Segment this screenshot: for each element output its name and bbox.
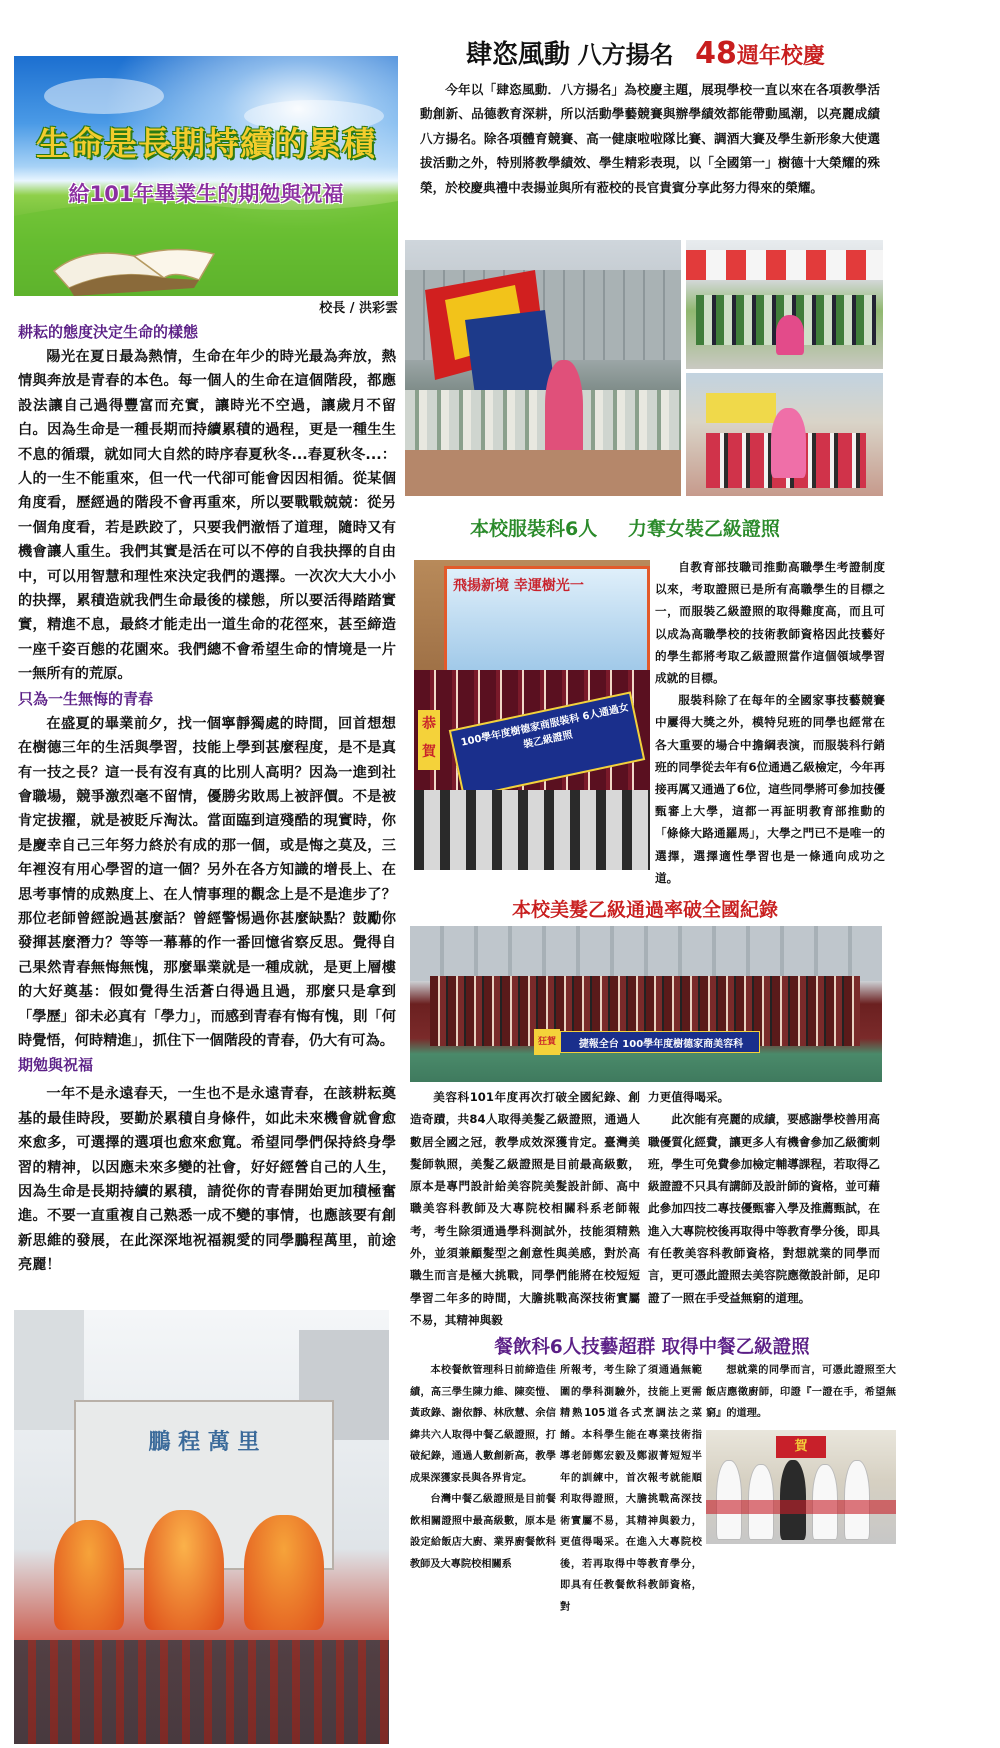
beauty-col1 (410, 1086, 640, 1331)
fashion-title-part2: 力奪女裝乙級證照 (627, 518, 780, 540)
culinary-col1 (410, 1360, 556, 1575)
culinary-col1-paragraph-2: 台灣中餐乙級證照是目前餐飲相關證照中最高級數，原本是設定給飯店大廚、業界廚餐飲科教師及大專院校相關系 (410, 1494, 556, 1570)
culinary-col1-paragraph-1: 本校餐飲管理科日前締造佳績，高三學生陳力維、陳奕愷、黃政錄、謝依靜、林欣慧、余信緯共六人取得中餐乙級證照，打破紀錄，通過人數創新高，教學成果深獲家長與各界肯定。 (410, 1365, 556, 1484)
dance-photo (14, 1310, 389, 1744)
fashion-title (470, 514, 890, 544)
anniversary-title-part3: 週年校慶 (736, 44, 825, 69)
section-1-paragraph: 陽光在夏日最為熱情，生命在年少的時光最為奔放，熱情與奔放是青春的本色。每一個人的生命在這個階段，都應設法讓自己過得豐富而充實，讓時光不空過，讓歲月不留白。因為生命是一種長期而持續累積的過程，更是一種生生不息的循環，就如同大自然的時序春夏秋冬...春夏秋冬...：人的一生不能重來，但一代一代卻可能會因因相循。從某個角度看，歷經過的階段不會再重來，所以要戰戰兢兢：從另一個角度看，若是跌跤了，只要我們澈悟了道理，隨時又有機會讓人重生。我們其實是活在可以不停的自我抉擇的自由中，可以用智慧和理性來決定我們的選擇。一次次大大小小的抉擇，累積造就我們生命最後的樣態，所以要活得踏踏實實，精進不息，最終才能走出一道生命的花徑來，甚至締造一座千姿百態的花園來。我們總不會希望生命的情境是一片一無所有的荒原。 (18, 349, 396, 683)
left-banner (14, 56, 398, 296)
section-3-paragraph: 一年不是永遠春天，一生也不是永遠青春，在該耕耘奠基的最佳時段，要勤於累積自身條件，如此未來機會就會愈來愈多，可選擇的選項也愈來愈寬。希望同學們保持終身學習的精神，以因應未來多變的社會，好好經營自己的人生，因為生命是長期持續的累積，請從你的青春開始更加積極奮進。不要一直重複自己熟悉一成不變的事情，也應該要有創新思維的發展，在此深深地祝福親愛的同學鵬程萬里，前途亮麗！ (18, 1086, 396, 1274)
beauty-col1-paragraph: 美容科101年度再次打破全國紀錄、創造奇蹟，共84人取得美髮乙級證照，通過人數居全國之冠，教學成效深獲肯定。臺灣美髮師執照，美髮乙級證照是目前最高級數，原本是專門設計給美容院美髮設計師、高中職美容科教師及大專院校相關科系老師報考，考生除須通過學科測試外，技能須精熟外，並須兼顧髮型之創意性與美感，對於高職生而言是極大挑戰，同學們能將在校短短學習二年多的時間，大膽挑戰高深技術實屬不易，其精神與毅 (410, 1090, 640, 1327)
fashion-group-photo (414, 560, 650, 870)
fashion-body (655, 556, 885, 889)
section-heading-1: 耕耘的態度決定生命的樣態 (18, 323, 199, 341)
sports-day-photo (686, 240, 883, 369)
culinary-col2-paragraph: 所報考，考生除了須通過無範圍的學科測驗外，技能上更需精熟105道各式烹調法之菜餚。本科學生能在專業技術指導老師鄭宏毅及鄭淑菁短短半年的訓練中，首次報考就能順利取得證照，大膽挑戰高深技術實屬不易，其精神與毅力，更值得喝采。在進入大專院校後，若再取得中等教育學分，即具有任教餐飲科教師資格，對 (560, 1365, 702, 1613)
banner-subtitle: 給101年畢業生的期勉與祝福 (68, 182, 344, 206)
culinary-group-photo (706, 1430, 896, 1544)
culinary-sign: 賀 (776, 1436, 826, 1458)
anniversary-title-part2: 八方揚名 (577, 41, 674, 69)
section-heading-3: 期勉與祝福 (18, 1056, 94, 1075)
section-body-1 (18, 345, 396, 687)
anniversary-body (420, 78, 880, 200)
culinary-title: 餐飲科6人技藝超群 取得中餐乙級證照 (494, 1337, 810, 1358)
beauty-col2 (648, 1086, 880, 1309)
section-2-paragraph: 在盛夏的畢業前夕，找一個寧靜獨處的時間，回首想想在樹德三年的生活與學習，技能上學到甚麼程度，是不是真有一技之長？這一長有沒有真的比別人高明？因為一進到社會職場，競爭激烈毫不留情，優勝劣敗馬上被評價。不是被肯定拔擢，就是被貶斥淘汰。當面臨到這殘酷的現實時，你是慶幸自己三年努力終於有成的那一個，或是悔之莫及，三年裡沒有用心學習的這一個？另外在各方知識的增長上、在思考事情的成熟度上、在人情事理的觀念上是不是進步了？那位老師曾經說過甚麼話？曾經警惕過你甚麼缺點？鼓勵你發揮甚麼潛力？等等一幕幕的作一番回憶省察反思。覺得自己果然青春無悔無愧，那麼畢業就是一種成就，是更上層樓的大好奠基：假如覺得生活蒼白得過且過，那麼只是拿到「學歷」卻未必真有「學力」，而感到青春有悔有愧，則「何時覺悟，何時精進」，抓住下一個階段的青春，仍大有可為。 (18, 715, 396, 1049)
fashion-paragraph-1: 自教育部技職司推動高職學生考證制度以來，考取證照已是所有高職學生的目標之一，而服裝乙級證照的取得難度高，而且可以成為高職學校的技術教師資格因此技藝好的學生都將考取乙級證照當作這個領域學習成就的目標。 (655, 560, 885, 686)
beauty-group-photo (410, 926, 882, 1082)
anniversary-paragraph: 今年以「肆恣風動．八方揚名」為校慶主題，展現學校一直以來在各項教學活動創新、品德教育深耕，所以活動學藝競賽與辦學績效都能帶動風潮，以亮麗成績八方揚名。除各項體育競賽、高一健康啦啦隊比賽、調酒大賽及學生新形象大使選拔活動之外，特別將教學績效、學生精彩表現，以「全國第一」樹德十大榮耀的殊榮，於校慶典禮中表揚並與所有蒞校的長官貴賓分享此努力得來的榮耀。 (420, 82, 880, 195)
fashion-banner: 100學年度樹德家商服裝科 6人通過女裝乙級證照 (449, 691, 645, 798)
banner-title: 生命是長期持續的累積 (36, 124, 376, 163)
culinary-col3 (706, 1360, 896, 1425)
byline: 校長 / 洪彩雲 (319, 301, 398, 316)
culinary-col2 (560, 1360, 702, 1618)
flag-graphic (415, 260, 565, 400)
flag-parade-photo (405, 240, 681, 496)
beauty-col2-paragraph: 此次能有亮麗的成績，要感謝學校善用高職優質化經費，讓更多人有機會參加乙級衝刺班，學生可免費參加檢定輔導課程，若取得乙級證證不只具有講師及設計師的資格，並可藉此參加四技二專技優甄審入學及推薦甄試，在進入大專院校後再取得中等教育學分後，即具有任教美容科教師資格，對想就業的同學而言，更可憑此證照去美容院應徵設計師，足印證了一照在手受益無窮的道理。 (648, 1112, 880, 1305)
fashion-paragraph-2: 服裝科除了在每年的全國家事技藝競賽中屢得大獎之外，模特兒班的同學也經常在各大重要的場合中擔綱表演，而服裝科行銷班的同學從去年有6位通過乙級檢定，今年再接再厲又通過了6位，這些同學將可參加技優甄審上大學，這都一再証明教育部推動的「條條大路通羅馬」，大學之門已不是唯一的選擇，選擇適性學習也是一條通向成功之道。 (655, 693, 885, 885)
beauty-col2-first: 力更值得喝采。 (648, 1090, 730, 1104)
section-body-3 (18, 1082, 396, 1277)
fashion-board: 飛揚新境 幸運樹光一 (444, 566, 650, 676)
fashion-title-part1: 本校服裝科6人 (470, 518, 598, 540)
section-body-2 (18, 712, 396, 1054)
cheerleading-photo (686, 373, 883, 496)
anniversary-title-part1: 肆恣風動 (466, 40, 571, 70)
beauty-sign: 狂賀 (534, 1029, 560, 1055)
section-heading-2: 只為一生無悔的青春 (18, 689, 154, 708)
culinary-col3-paragraph: 想就業的同學而言，可憑此證照至大飯店應徵廚師，印證『一證在手，希望無窮』的道理。 (706, 1365, 896, 1419)
fashion-sign: 恭賀 (418, 710, 440, 770)
anniversary-title (466, 34, 916, 74)
left-article (18, 320, 396, 1278)
banner-art (14, 56, 398, 296)
anniversary-title-num: 48 (695, 36, 737, 71)
photo-sign: 鵬 程 萬 里 (148, 1429, 260, 1455)
beauty-banner: 捷報全台 100學年度樹德家商美容科 (560, 1031, 760, 1053)
beauty-title: 本校美髮乙級通過率破全國紀錄 (511, 899, 778, 921)
